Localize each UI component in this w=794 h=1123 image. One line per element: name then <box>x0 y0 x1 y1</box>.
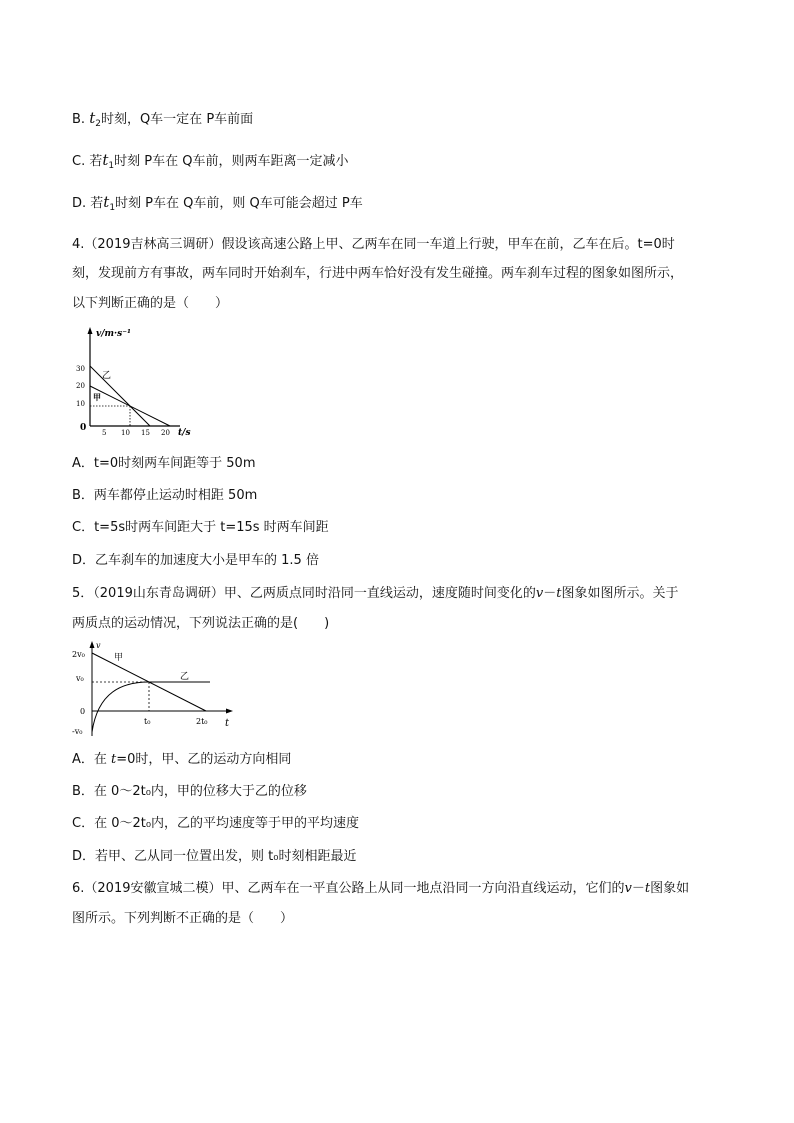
q5-ytick-0: 0 <box>80 707 86 716</box>
q4-xtick-10: 10 <box>121 429 130 437</box>
q5-stem-line1: 5．（2019山东青岛调研）甲、乙两质点同时沿同一直线运动，速度随时间变化的v－t图象如图所示。关于 <box>72 586 679 601</box>
q5-option-b: B．在 0～2t₀内，甲的位移大于乙的位移 <box>72 784 307 799</box>
t2-symbol: t <box>89 109 96 127</box>
q4-xtick-5: 5 <box>102 429 107 437</box>
q5-ytick-v0: v₀ <box>76 674 84 683</box>
q4-series-jia: 甲 <box>93 392 101 402</box>
q3-option-b: B. $t_2$时刻，Q车一定在 P车前面 <box>72 109 254 129</box>
q4-ytick-20: 20 <box>76 382 85 390</box>
q4-ytick-10: 10 <box>76 400 85 408</box>
q4-origin: 0 <box>80 423 87 433</box>
q4-stem-line1: 4.（2019吉林高三调研）假设该高速公路上甲、乙两车在同一车道上行驶，甲车在前，乙车在后。t=0时 <box>72 237 675 252</box>
q4-x-label: t/s <box>178 428 191 438</box>
q4-xtick-20: 20 <box>161 429 170 437</box>
q5-xtick-t0: t₀ <box>144 717 151 726</box>
q4-ytick-30: 30 <box>76 365 85 373</box>
q5-y-label: v <box>96 641 101 650</box>
q5-option-d: D．若甲、乙从同一位置出发，则 t₀时刻相距最近 <box>72 849 357 864</box>
q6-stem-line1: 6.（2019安徽宣城二模）甲、乙两车在一平直公路上从同一地点沿同一方向沿直线运动，它们的v－t图象如 <box>72 881 690 896</box>
v-t-symbol: v <box>535 586 544 601</box>
q5-xtick-2t0: 2t₀ <box>196 717 208 726</box>
q4-series-yi: 乙 <box>102 371 112 381</box>
q5-ytick-neg-v0: -v₀ <box>72 727 83 736</box>
q5-series-yi: 乙 <box>180 672 190 682</box>
q3-option-d: D. 若$t_1$时刻 P车在 Q车前，则 Q车可能会超过 P车 <box>72 193 363 213</box>
q4-y-label: v/m·s⁻¹ <box>96 329 131 339</box>
t1-symbol: t <box>103 193 110 211</box>
q4-option-d: D．乙车刹车的加速度大小是甲车的 1.5 倍 <box>72 553 319 568</box>
q6-stem-line2: 图所示。下列判断不正确的是（ ） <box>72 911 294 926</box>
q4-option-a: A．t=0时刻两车间距等于 50m <box>72 456 256 471</box>
q4-vt-graph <box>76 322 206 440</box>
q4-option-c: C．t=5s时两车间距大于 t=15s 时两车间距 <box>72 520 329 535</box>
q5-option-c: C．在 0～2t₀内，乙的平均速度等于甲的平均速度 <box>72 816 360 831</box>
q5-ytick-2v0: 2v₀ <box>72 650 85 659</box>
q5-option-a: A．在 t=0时，甲、乙的运动方向相同 <box>72 752 292 767</box>
t1-symbol: t <box>102 151 109 169</box>
q5-stem-line2: 两质点的运动情况，下列说法正确的是( ) <box>72 616 330 631</box>
q4-stem-line2: 刻，发现前方有事故，两车同时开始刹车，行进中两车恰好没有发生碰撞。两车刹车过程的图象如图所示， <box>72 266 684 281</box>
q5-x-label: t <box>225 718 230 729</box>
q5-series-jia: 甲 <box>114 653 124 663</box>
q4-stem-line3: 以下判断正确的是（ ） <box>72 296 229 311</box>
q4-option-b: B．两车都停止运动时相距 50m <box>72 488 258 503</box>
q4-xtick-15: 15 <box>141 429 150 437</box>
q5-vt-graph <box>70 640 240 740</box>
q3-option-c: C. 若$t_1$时刻 P车在 Q车前，则两车距离一定减小 <box>72 151 349 171</box>
q5-curve-yi <box>92 682 210 732</box>
